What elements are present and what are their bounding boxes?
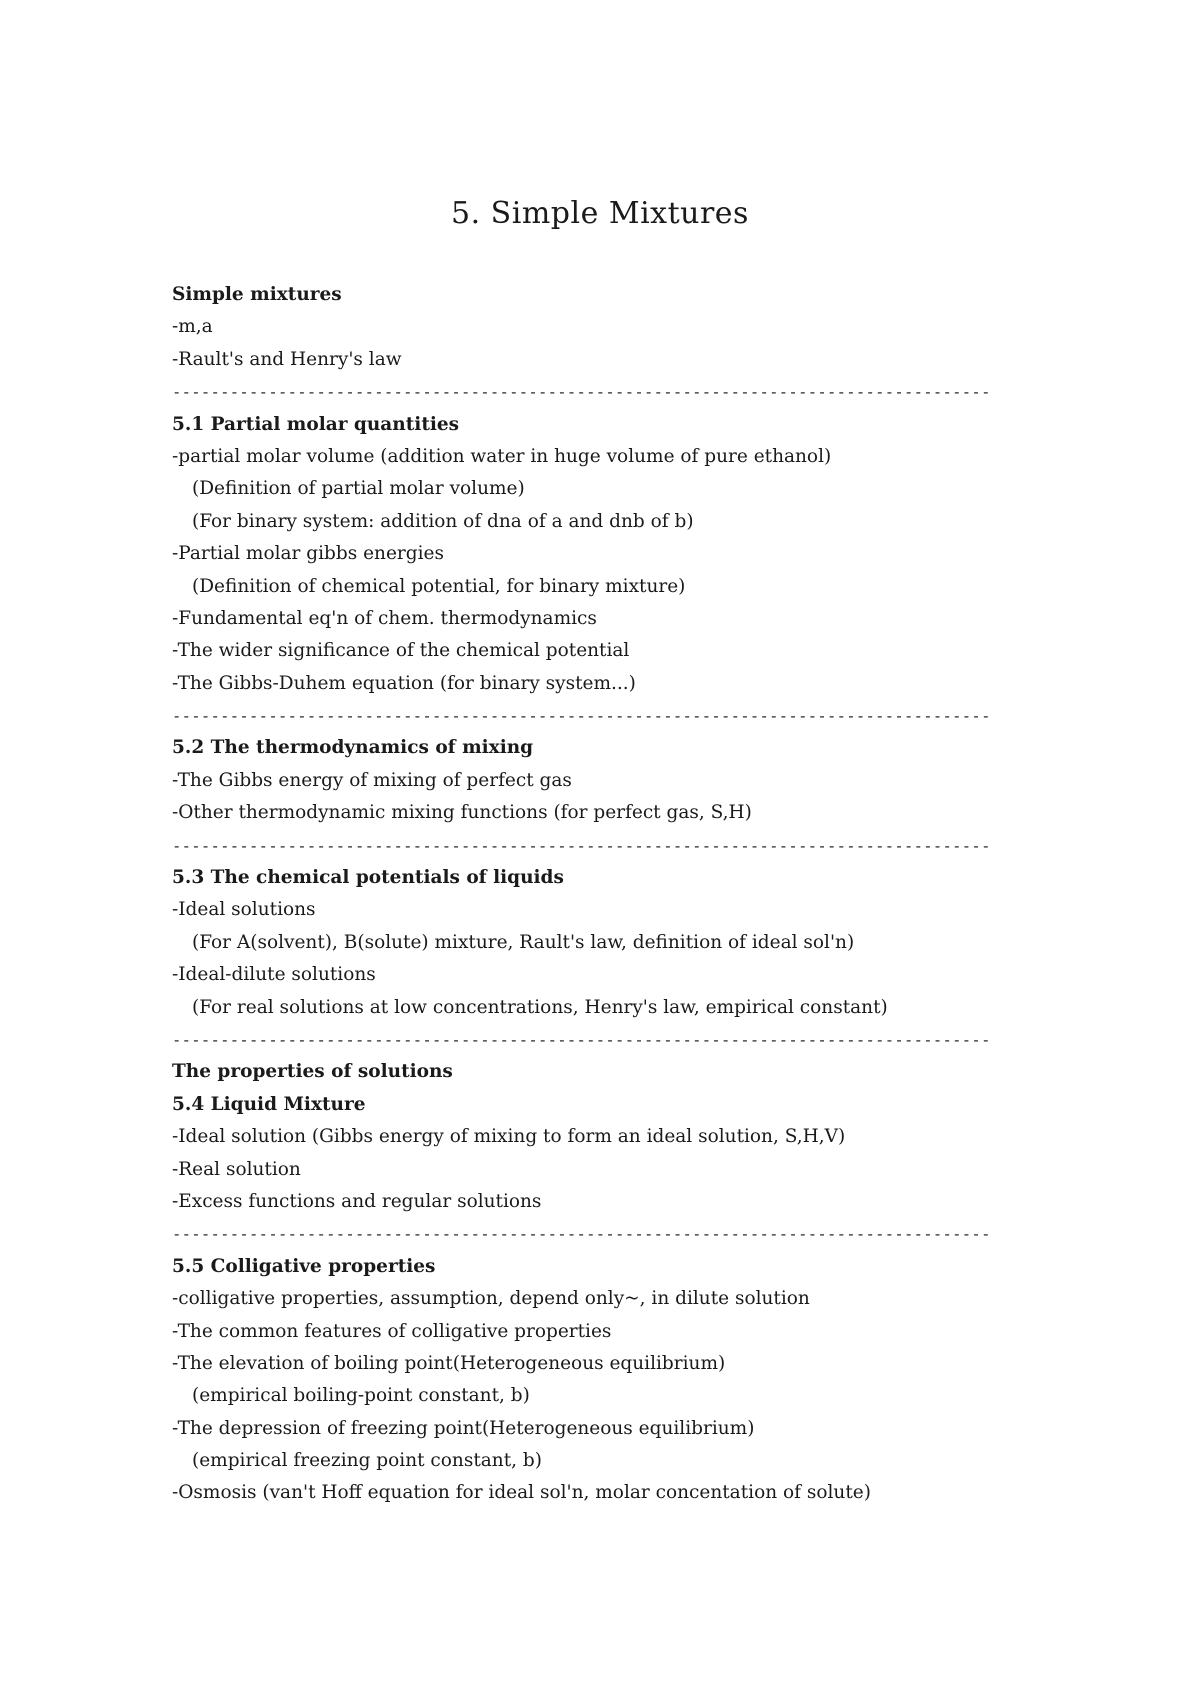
section-heading: Simple mixtures bbox=[172, 284, 342, 305]
section-heading: 5.3 The chemical potentials of liquids bbox=[172, 867, 564, 889]
document-body bbox=[172, 279, 1052, 1510]
section-heading: The properties of solutions bbox=[172, 1061, 453, 1083]
indented-note: (empirical freezing point constant, b) bbox=[192, 1450, 542, 1472]
text-line: -The wider significance of the chemical potential bbox=[172, 640, 630, 662]
divider-line: ------------------------------------------------------------------------------------- bbox=[172, 707, 991, 726]
text-line: -colligative properties, assumption, depend only~, in dilute solution bbox=[172, 1288, 810, 1310]
divider-line: ------------------------------------------------------------------------------------- bbox=[172, 1030, 991, 1049]
text-line: -partial molar volume (addition water in huge volume of pure ethanol) bbox=[172, 445, 832, 467]
text-line: -The Gibbs-Duhem equation (for binary system...) bbox=[172, 672, 636, 694]
text-line: -m,a bbox=[172, 316, 213, 338]
text-line: -The elevation of boiling point(Heterogeneous equilibrium) bbox=[172, 1352, 726, 1374]
section-heading: 5.4 Liquid Mixture bbox=[172, 1093, 366, 1115]
text-line: -Other thermodynamic mixing functions (for perfect gas, S,H) bbox=[172, 802, 752, 824]
text-line: -Ideal solutions bbox=[172, 899, 316, 921]
indented-note: (For A(solvent), B(solute) mixture, Rault's law, definition of ideal sol'n) bbox=[192, 931, 855, 953]
indented-note: (For real solutions at low concentrations, Henry's law, empirical constant) bbox=[192, 996, 888, 1018]
text-line: -Fundamental eq'n of chem. thermodynamics bbox=[172, 607, 597, 629]
section-heading: 5.5 Colligative properties bbox=[172, 1255, 436, 1277]
text-line: -Excess functions and regular solutions bbox=[172, 1190, 542, 1212]
text-line: -The depression of freezing point(Heterogeneous equilibrium) bbox=[172, 1417, 755, 1439]
page-title: 5. Simple Mixtures bbox=[451, 196, 749, 231]
indented-note: (For binary system: addition of dna of a and dnb of b) bbox=[192, 510, 694, 532]
divider-line: ------------------------------------------------------------------------------------- bbox=[172, 1225, 991, 1244]
section-heading: 5.1 Partial molar quantities bbox=[172, 413, 460, 435]
text-line: -Ideal solution (Gibbs energy of mixing to form an ideal solution, S,H,V) bbox=[172, 1126, 846, 1148]
text-line: -Ideal-dilute solutions bbox=[172, 964, 376, 986]
text-line: -Rault's and Henry's law bbox=[172, 348, 402, 370]
indented-note: (empirical boiling-point constant, b) bbox=[192, 1385, 530, 1407]
text-line: -The Gibbs energy of mixing of perfect gas bbox=[172, 769, 572, 791]
text-line: -Partial molar gibbs energies bbox=[172, 543, 444, 565]
text-line: -Real solution bbox=[172, 1158, 301, 1180]
indented-note: (Definition of chemical potential, for binary mixture) bbox=[192, 575, 686, 597]
text-line: -The common features of colligative properties bbox=[172, 1320, 612, 1342]
section-heading: 5.2 The thermodynamics of mixing bbox=[172, 737, 534, 759]
text-line: -Osmosis (van't Hoff equation for ideal sol'n, molar concentation of solute) bbox=[172, 1482, 871, 1504]
indented-note: (Definition of partial molar volume) bbox=[192, 478, 525, 500]
divider-line: ------------------------------------------------------------------------------------- bbox=[172, 836, 991, 855]
divider-line: ------------------------------------------------------------------------------------- bbox=[172, 383, 991, 402]
